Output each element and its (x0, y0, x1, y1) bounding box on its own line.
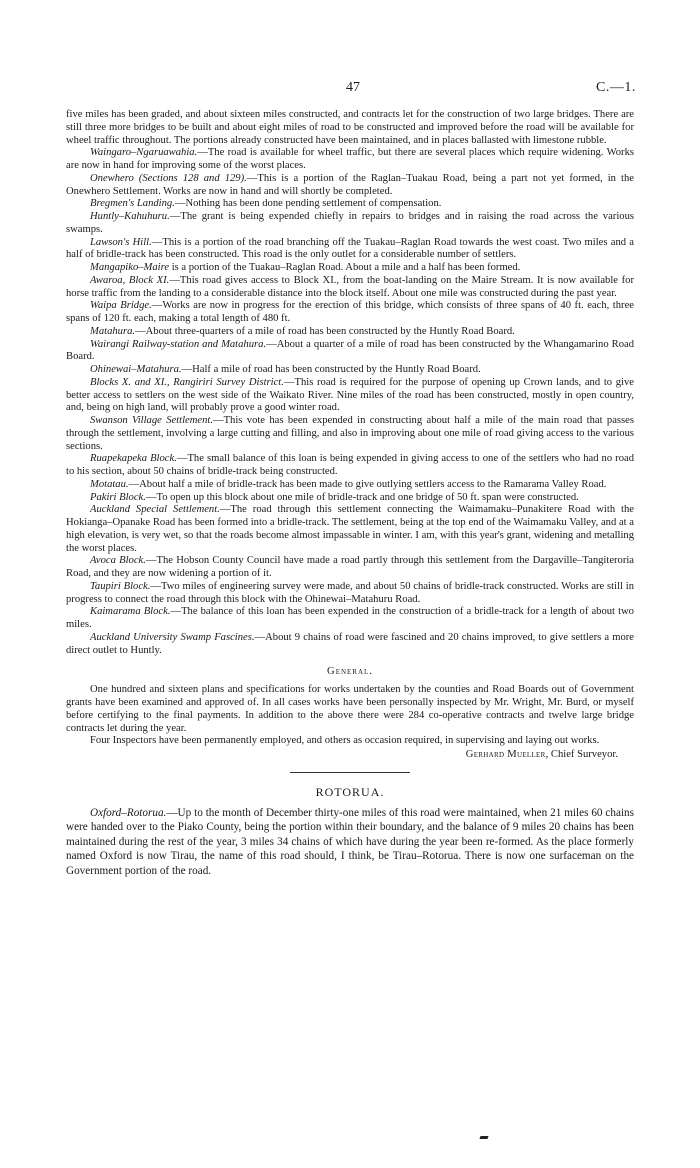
paragraph-label: Wairangi Railway-station and Matahura. (90, 338, 267, 350)
paragraph-label: Mangapiko–Maire (90, 262, 170, 273)
paragraph-label: Taupiri Block. (90, 580, 151, 592)
section-divider (290, 772, 410, 773)
paragraph-label: Lawson's Hill. (90, 236, 152, 248)
paragraph-label: Pakiri Block. (90, 491, 146, 503)
paragraph-label: Matahura. (90, 325, 136, 337)
paragraph-label: Oxford–Rotorua. (90, 806, 167, 819)
paragraph-label: Ohinewai–Matahura. (90, 364, 182, 375)
page-body (66, 109, 634, 878)
document-reference: C.—1. (596, 80, 636, 95)
paragraph-kaimarama (66, 606, 634, 632)
paragraph-general-inspectors: Four Inspectors have been permanently employed, and others as occasion required, in supervising and laying out works. (90, 735, 600, 747)
signature-name: Gerhard Mueller (465, 749, 546, 760)
page-number: 47 (346, 80, 360, 95)
paragraph-auckland-special (66, 504, 634, 555)
paragraph-text: —This road is required for the purpose of opening up Crown lands, and to give better access to settlers on the west side of the Waikato River. Nine miles of the road has been constructed, mostly in open country, and, being on high land, will probably prove a good winter road. (66, 376, 634, 414)
print-mark (479, 1136, 488, 1139)
paragraph-wairangi (66, 339, 634, 365)
paragraph-label: Huntly–Kahuhuru. (90, 211, 170, 222)
paragraph-awaroa (66, 275, 634, 301)
paragraph-continuation (66, 109, 634, 147)
paragraph-text: —Nothing has been done pending settlement of compensation. (174, 198, 442, 210)
paragraph-text: —Half a mile of road has been constructed by the Huntly Road Board. (181, 364, 481, 375)
paragraph-rangiriri (66, 377, 634, 415)
paragraph-text: —This is a portion of the road branching off the Tuakau–Raglan Road towards the west coast. Two miles and a half of bridle-track has been constructed. This road is the only outlet for a considerable number of settlers. (66, 236, 634, 261)
paragraph-text: —About half a mile of bridle-track has been made to give outlying settlers access to the Ramarama Valley Road. (128, 478, 607, 490)
paragraph-text: is a portion of the Tuakau–Raglan Road. About a mile and a half has been formed. (169, 262, 521, 273)
paragraph-waipa-bridge (66, 300, 634, 326)
paragraph-auckland-university (66, 632, 634, 658)
paragraph-text: five miles has been graded, and about sixteen miles constructed, and contracts let for the construction of two large bridges. There are still three more bridges to be built and about eight miles of road to be constructed and improved before the road will be available for wheel traffic throughout. The portions already constructed have been maintained, and in places ballasted with limestone rubble. (66, 109, 634, 146)
paragraph-label: Avoca Block. (90, 555, 146, 567)
paragraph-ruapekapeka (66, 453, 634, 479)
paragraph-label: Auckland Special Settlement. (90, 504, 220, 516)
paragraph-label: Motatau. (90, 478, 129, 490)
paragraph-label: Awaroa, Block XI. (90, 274, 170, 286)
paragraph-oxford-rotorua (66, 806, 634, 879)
paragraph-onewhero (66, 173, 634, 199)
signature-title: , Chief Surveyor. (545, 749, 618, 760)
paragraph-text: —Two miles of engineering survey were made, and about 50 chains of bridle-track constructed. Works are still in progress to connect the road through this block with the Ohinewai–Matahuru Road. (66, 580, 634, 605)
paragraph-swanson (66, 415, 634, 453)
paragraph-taupiri (66, 581, 634, 607)
rotorua-section (66, 806, 634, 879)
paragraph-label: Swanson Village Settlement. (90, 415, 213, 426)
paragraph-label: Auckland University Swamp Fascines. (90, 631, 255, 643)
paragraph-label: Bregmen's Landing. (90, 198, 175, 210)
paragraph-general-plans: One hundred and sixteen plans and specifications for works undertaken by the counties and Road Boards out of Government grants have been examined and approved of. In all cases works have been personally inspected by Mr. Wright, Mr. Burd, or myself before certifying to the final payments. In addition to the above there were 284 co-operative contracts and twelve large bridge contracts let during the year. (66, 684, 634, 734)
paragraph-bregmens-landing (66, 198, 634, 211)
paragraph-text: —This road gives access to Block XI., from the boat-landing on the Maire Stream. It is now available for horse traffic from the landing to a considerable distance into the block itself. About one mile was constructed during the past year. (66, 274, 634, 299)
paragraph-mangapiko-maire (66, 262, 634, 275)
paragraph-text: —Works are now in progress for the erection of this bridge, which consists of three spans of 40 ft. each, three spans of 120 ft. each, making a total length of 480 ft. (66, 300, 634, 324)
paragraph-motatau (66, 479, 634, 492)
paragraph-text: —About 9 chains of road were fascined and 20 chains improved, to give settlers a more direct outlet to Huntly. (66, 631, 634, 656)
paragraph-text: —To open up this block about one mile of bridle-track and one bridge of 50 ft. span were constructed. (145, 491, 579, 503)
paragraph-label: Ruapekapeka Block. (90, 453, 177, 465)
section-heading-general: General. (327, 666, 373, 678)
paragraph-matahura (66, 326, 634, 339)
paragraph-text: —The Hobson County Council have made a road partly through this settlement from the Dargaville–Tangiteroria Road, and they are now widening a portion of it. (66, 555, 635, 579)
paragraph-label: Kaimarama Block. (90, 606, 171, 618)
paragraph-text: —About a quarter of a mile of road has been constructed by the Whangamarino Road Board. (66, 338, 634, 363)
paragraph-label: Waipa Bridge. (90, 300, 152, 312)
paragraph-text: —The small balance of this loan is being expended in giving access to one of the settlers who had no road to his section, about 50 chains of bridle-track being constructed. (66, 453, 634, 477)
paragraph-text: —Up to the month of December thirty-one miles of this road were maintained, when 21 miles 60 chains were handed over to the Piako County, being the portion within their boundary, and the balance of 9 miles 20 chains has been maintained during the rest of the year, 3 miles 34 chains of which have during the year been re-formed. As the place formerly named Oxford is now Tirau, the name of this road should, I think, be Tirau–Rotorua. There is now one surfaceman on the Government portion of the road. (66, 806, 634, 877)
paragraph-waingaro (66, 147, 634, 173)
paragraph-text: —The road through this settlement connecting the Waimamaku–Punakitere Road with the Hokianga–Opanake Road has been formed into a bridle-track. The settlement, being at the top end of the Waimamaku Valley, and at a high elevation, is very wet, so that the roads become almost impassable in winter. I am, with this year's grant, widening and metalling the worst places. (66, 504, 634, 554)
paragraph-text: —This is a portion of the Raglan–Tuakau Road, being a part not yet formed, in the Onewhero Settlement. Works are now in hand and will shortly be completed. (66, 172, 635, 197)
paragraph-label: Waingaro–Ngaruawahia. (90, 147, 198, 159)
paragraph-lawsons-hill (66, 237, 634, 263)
paragraph-text: —The road is available for wheel traffic, but there are several places which require widening. Works are now in hand for improving some of the worst places. (66, 147, 634, 171)
paragraph-text: —The balance of this loan has been expended in the construction of a bridle-track for a length of about two miles. (66, 606, 634, 630)
page-header (0, 80, 700, 100)
paragraph-pakiri (66, 492, 634, 505)
paragraph-text: —About three-quarters of a mile of road has been constructed by the Huntly Road Board. (135, 325, 515, 337)
paragraph-text: —The grant is being expended chiefly in repairs to bridges and in raising the road across the various swamps. (66, 211, 634, 235)
paragraph-text: —This vote has been expended in constructing about half a mile of the main road that passes through the settlement, involving a large cutting and filling, and also in improving about one mile of road giving access to the various sections. (66, 415, 634, 452)
signature (66, 749, 634, 762)
paragraph-label: Onewhero (Sections 128 and 129). (90, 172, 247, 184)
paragraph-ohinewai (66, 364, 634, 377)
paragraph-huntly-kahuhuru (66, 211, 634, 237)
section-heading-rotorua: ROTORUA. (315, 784, 385, 799)
paragraph-avoca (66, 555, 634, 581)
paragraph-label: Blocks X. and XI., Rangiriri Survey District. (90, 376, 284, 388)
